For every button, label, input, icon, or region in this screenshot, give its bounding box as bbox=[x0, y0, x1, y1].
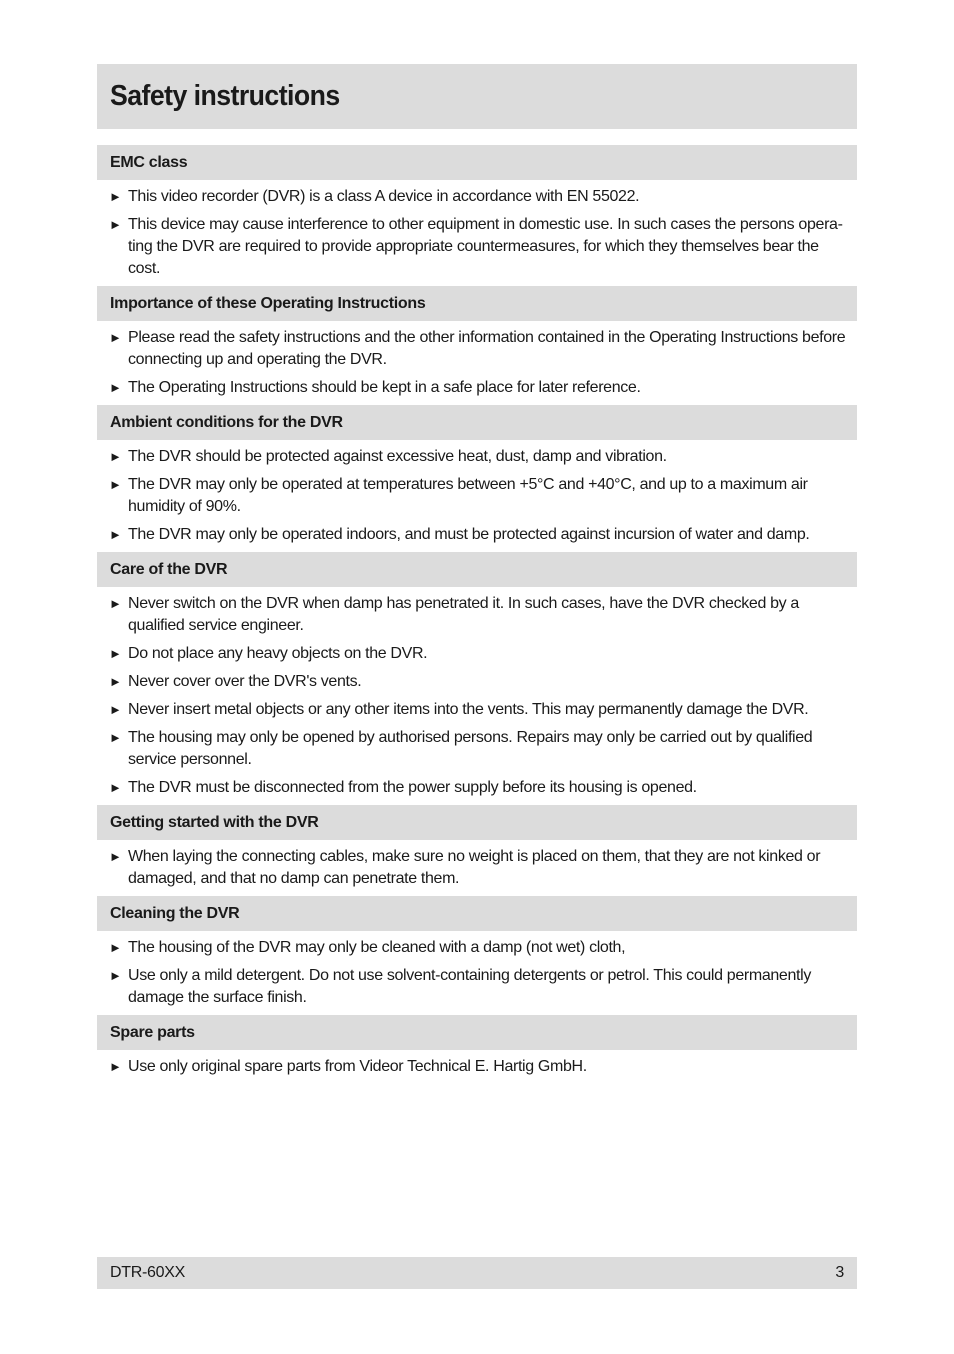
list-item bbox=[97, 327, 857, 371]
bullet-arrow-icon: ► bbox=[109, 189, 122, 204]
list-item bbox=[97, 1056, 857, 1078]
section-heading: Spare parts bbox=[97, 1015, 857, 1050]
bullet-arrow-icon: ► bbox=[109, 217, 122, 232]
bullet-arrow-icon: ► bbox=[109, 849, 122, 864]
section bbox=[97, 805, 857, 896]
section bbox=[97, 405, 857, 552]
page-title-bar bbox=[97, 64, 857, 129]
bullet-list bbox=[97, 587, 857, 805]
section-heading: EMC class bbox=[97, 145, 857, 180]
list-item bbox=[97, 377, 857, 399]
footer-model: DTR-60XX bbox=[110, 1264, 185, 1281]
bullet-arrow-icon: ► bbox=[109, 780, 122, 795]
list-item-text: Never cover over the DVR's vents. bbox=[128, 673, 362, 690]
list-item bbox=[97, 593, 857, 637]
list-item-text: When laying the connecting cables, make sure no weight is placed on them, that they are not kinked or damaged, and that no damp can penetrate them. bbox=[128, 848, 821, 887]
bullet-list bbox=[97, 321, 857, 405]
bullet-arrow-icon: ► bbox=[109, 449, 122, 464]
bullet-list bbox=[97, 180, 857, 286]
bullet-arrow-icon: ► bbox=[109, 646, 122, 661]
section-heading: Ambient conditions for the DVR bbox=[97, 405, 857, 440]
section bbox=[97, 1015, 857, 1084]
bullet-arrow-icon: ► bbox=[109, 330, 122, 345]
section-heading: Getting started with the DVR bbox=[97, 805, 857, 840]
bullet-arrow-icon: ► bbox=[109, 1059, 122, 1074]
list-item-text: Please read the safety instructions and the other information contained in the Operating Instructions before connecting up and operating the DVR. bbox=[128, 329, 846, 368]
list-item bbox=[97, 965, 857, 1009]
list-item bbox=[97, 777, 857, 799]
document-body bbox=[97, 145, 857, 1084]
bullet-arrow-icon: ► bbox=[109, 674, 122, 689]
section bbox=[97, 552, 857, 805]
list-item-text: This video recorder (DVR) is a class A device in accordance with EN 55022. bbox=[128, 188, 640, 205]
section bbox=[97, 286, 857, 405]
section-heading: Care of the DVR bbox=[97, 552, 857, 587]
list-item-text: Do not place any heavy objects on the DVR. bbox=[128, 645, 428, 662]
section-heading: Cleaning the DVR bbox=[97, 896, 857, 931]
list-item-text: This device may cause interference to other equipment in domestic use. In such cases the persons opera-ting the DVR are required to provide appropriate countermeasures, for which they themselves bear the cost. bbox=[128, 216, 843, 277]
list-item-text: The DVR may only be operated at temperatures between +5°C and +40°C, and up to a maximum air humidity of 90%. bbox=[128, 476, 808, 515]
list-item bbox=[97, 937, 857, 959]
list-item-text: The housing may only be opened by authorised persons. Repairs may only be carried out by qualified service personnel. bbox=[128, 729, 813, 768]
list-item bbox=[97, 446, 857, 468]
list-item-text: The DVR should be protected against excessive heat, dust, damp and vibration. bbox=[128, 448, 667, 465]
list-item bbox=[97, 727, 857, 771]
bullet-list bbox=[97, 931, 857, 1015]
bullet-arrow-icon: ► bbox=[109, 380, 122, 395]
bullet-list bbox=[97, 840, 857, 896]
bullet-arrow-icon: ► bbox=[109, 527, 122, 542]
bullet-list bbox=[97, 440, 857, 552]
list-item bbox=[97, 846, 857, 890]
bullet-arrow-icon: ► bbox=[109, 940, 122, 955]
list-item-text: Never insert metal objects or any other items into the vents. This may permanently damage the DVR. bbox=[128, 701, 809, 718]
list-item-text: Never switch on the DVR when damp has penetrated it. In such cases, have the DVR checked by a qualified service engineer. bbox=[128, 595, 799, 634]
list-item bbox=[97, 186, 857, 208]
list-item bbox=[97, 699, 857, 721]
list-item bbox=[97, 214, 857, 280]
list-item-text: The housing of the DVR may only be cleaned with a damp (not wet) cloth, bbox=[128, 939, 626, 956]
list-item-text: Use only a mild detergent. Do not use solvent-containing detergents or petrol. This could permanently damage the surface finish. bbox=[128, 967, 811, 1006]
bullet-arrow-icon: ► bbox=[109, 596, 122, 611]
footer-bar bbox=[97, 1257, 857, 1289]
list-item-text: The DVR may only be operated indoors, and must be protected against incursion of water and damp. bbox=[128, 526, 810, 543]
bullet-arrow-icon: ► bbox=[109, 968, 122, 983]
list-item bbox=[97, 671, 857, 693]
section bbox=[97, 896, 857, 1015]
bullet-arrow-icon: ► bbox=[109, 730, 122, 745]
footer-page-number: 3 bbox=[835, 1264, 844, 1281]
list-item bbox=[97, 474, 857, 518]
list-item-text: Use only original spare parts from Videor Technical E. Hartig GmbH. bbox=[128, 1058, 587, 1075]
list-item-text: The DVR must be disconnected from the power supply before its housing is opened. bbox=[128, 779, 697, 796]
bullet-list bbox=[97, 1050, 857, 1084]
bullet-arrow-icon: ► bbox=[109, 702, 122, 717]
list-item bbox=[97, 524, 857, 546]
section-heading: Importance of these Operating Instructions bbox=[97, 286, 857, 321]
bullet-arrow-icon: ► bbox=[109, 477, 122, 492]
page-title: Safety instructions bbox=[110, 80, 340, 112]
list-item bbox=[97, 643, 857, 665]
list-item-text: The Operating Instructions should be kept in a safe place for later reference. bbox=[128, 379, 641, 396]
section bbox=[97, 145, 857, 286]
